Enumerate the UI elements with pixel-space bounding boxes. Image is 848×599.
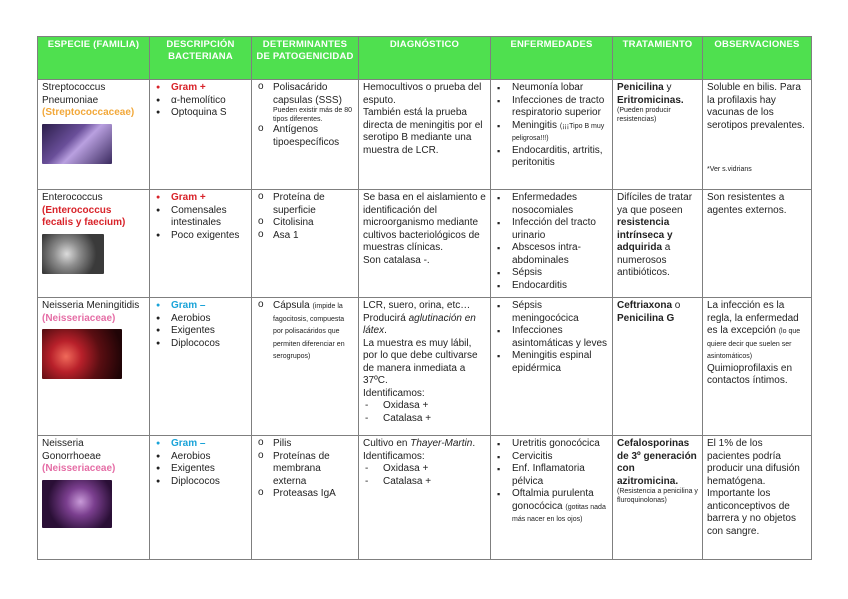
diagnosis-text: Identificamos: <box>363 387 425 399</box>
species-name: Enterococcus <box>42 192 103 203</box>
header-row <box>38 37 812 80</box>
list-item: - Oxidasa + <box>363 463 486 476</box>
determinants-cell <box>252 298 359 436</box>
species-name: Streptococcus Pneumoniae <box>42 82 106 106</box>
observations-cell <box>703 190 812 298</box>
list-item: ▪ Cervicitis <box>495 451 608 464</box>
observations-cell <box>703 436 812 560</box>
diseases-cell <box>491 436 613 560</box>
list-item: ▪ Enf. Inflamatoria pélvica <box>495 463 608 488</box>
gram-label: Gram – <box>171 438 206 449</box>
list-item: ● Diplococos <box>154 338 247 351</box>
note: Pueden existir más de 80 tipos diferentes. <box>273 107 352 123</box>
diagnosis-cell <box>359 80 491 190</box>
list-item: o Antígenos tipoespecíficos <box>256 124 354 149</box>
description-cell <box>150 436 252 560</box>
diseases-cell <box>491 190 613 298</box>
header-descripcion: DESCRIPCIÓN BACTERIANA <box>150 37 252 80</box>
diseases-cell <box>491 80 613 190</box>
list-item: ● Aerobios <box>154 313 247 326</box>
species-cell <box>38 80 150 190</box>
gram-label: Gram – <box>171 300 206 311</box>
header-observaciones: OBSERVACIONES <box>703 37 812 80</box>
list-item: ▪ Meningitis espinal epidérmica <box>495 350 608 375</box>
note: (impide la fagocitosis, compuesta por polisacáridos que permiten diferenciar en serogrupos) <box>273 303 345 360</box>
observations-text: El 1% de los pacientes podría producir una difusión hematógena. Importante los anticonceptivos de barrera y no objetos con sangre. <box>707 438 800 537</box>
list-item: o Proteínas de membrana externa <box>256 451 354 489</box>
bacteria-image <box>42 124 112 164</box>
list-item: ● Optoquina S <box>154 107 247 120</box>
diagnosis-text: LCR, suero, orina, etc… <box>363 300 471 311</box>
list-item: ▪ Infecciones de tracto respiratorio superior <box>495 95 608 120</box>
note: *Ver s.vidrians <box>707 166 752 173</box>
header-especie: ESPECIE (FAMILIA) <box>38 37 150 80</box>
determinants-cell <box>252 436 359 560</box>
observations-text: La infección es la regla, la enfermedad es la excepción <box>707 300 799 336</box>
bacteria-image <box>42 480 112 528</box>
bacteria-image <box>42 234 104 274</box>
list-item: o Proteasas IgA <box>256 488 354 501</box>
list-item: Meningitis <box>512 119 558 131</box>
treatment-cell: Difíciles de tratar ya que poseen resistencia intrínseca y adquirida a numerosos antibióticos. <box>613 190 703 298</box>
description-cell <box>150 190 252 298</box>
species-family: (Enterococcus fecalis y faecium) <box>42 204 126 228</box>
table-row <box>38 298 812 436</box>
diagnosis-text: Hemocultivos o prueba del esputo. <box>363 82 482 106</box>
diagnosis-text: Se basa en el aislamiento e identificación del microorganismo mediante cultivos bacteriológicos de muestras clínicas. <box>363 192 486 253</box>
list-item: ▪ Abscesos intra-abdominales <box>495 242 608 267</box>
list-item: ▪ Neumonía lobar <box>495 82 608 95</box>
list-item: ▪ Sépsis meningocócica <box>495 300 608 325</box>
bacteria-table <box>37 36 812 560</box>
list-item: o Pilis <box>256 438 354 451</box>
table-row <box>38 190 812 298</box>
list-item: ● Aerobios <box>154 451 247 464</box>
species-name: Neisseria Meningitidis <box>42 300 140 311</box>
list-item: ▪ Infecciones asintomáticas y leves <box>495 325 608 350</box>
list-item: ● Poco exigentes <box>154 230 247 243</box>
diagnosis-cell <box>359 190 491 298</box>
species-family: (Streptococcaceae) <box>42 107 135 118</box>
list-item: ▪ Endocarditis <box>495 280 608 293</box>
list-item: ▪ Uretritis gonocócica <box>495 438 608 451</box>
description-cell <box>150 80 252 190</box>
note: (Pueden producir resistencias) <box>617 107 671 123</box>
species-family: (Neisseriaceae) <box>42 463 116 474</box>
species-name: Neisseria Gonorrhoeae <box>42 438 101 462</box>
list-item: Cápsula <box>273 300 310 311</box>
list-item: ▪ Endocarditis, artritis, peritonitis <box>495 145 608 170</box>
observations-cell <box>703 80 812 190</box>
note: (¡¡¡Tipo B muy peligrosa!!!) <box>512 122 605 142</box>
header-tratamiento: TRATAMIENTO <box>613 37 703 80</box>
diagnosis-cell: Cultivo en Thayer-Martin. Identificamos: - Oxidasa + - Catalasa + <box>359 436 491 560</box>
species-family: (Neisseriaceae) <box>42 312 116 324</box>
diagnosis-cell: LCR, suero, orina, etc… Producirá aglutinación en látex. La muestra es muy lábil, por lo que debe cultivarse de manera inmediata a 37ºC. Identificamos: - Oxidasa + - Catalasa + <box>359 298 491 436</box>
list-item: ▪ Sépsis <box>495 267 608 280</box>
list-item: - Oxidasa + <box>363 400 486 413</box>
species-cell <box>38 190 150 298</box>
diagnosis-text: Son catalasa -. <box>363 254 430 266</box>
header-enfermedades: ENFERMEDADES <box>491 37 613 80</box>
diseases-cell <box>491 298 613 436</box>
list-item: ● α-hemolítico <box>154 95 247 108</box>
list-item: - Catalasa + <box>363 413 486 426</box>
diagnosis-text: La muestra es muy lábil, por lo que debe cultivarse de manera inmediata a 37ºC. <box>363 337 478 386</box>
observations-text: Quimioprofilaxis en contactos íntimos. <box>707 362 793 386</box>
list-item: - Catalasa + <box>363 476 486 489</box>
observations-text: Son resistentes a agentes externos. <box>707 192 787 216</box>
list-item: o Asa 1 <box>256 230 354 243</box>
note: (lo que quiere decir que suelen ser asintomáticos) <box>707 328 801 360</box>
table-row <box>38 436 812 560</box>
list-item: o Proteína de superficie <box>256 192 354 217</box>
observations-cell <box>703 298 812 436</box>
species-cell <box>38 298 150 436</box>
gram-label: Gram + <box>171 82 206 93</box>
list-item: Polisacárido capsulas (SSS) <box>273 82 342 106</box>
list-item: ● Exigentes <box>154 325 247 338</box>
description-cell <box>150 298 252 436</box>
note: (gotitas nada más nacer en los ojos) <box>512 503 606 523</box>
list-item: ● Diplococos <box>154 476 247 489</box>
treatment-cell: Penicilina y Eritromicinas. (Pueden producir resistencias) <box>613 80 703 190</box>
list-item: Oftalmia purulenta gonocócica <box>512 488 594 512</box>
note: (Resistencia a penicilina y fluroquinolonas) <box>617 488 698 504</box>
determinants-cell <box>252 190 359 298</box>
species-cell <box>38 436 150 560</box>
bacteria-image <box>42 329 122 379</box>
list-item: ● Exigentes <box>154 463 247 476</box>
table-row <box>38 80 812 190</box>
list-item: ● Comensales intestinales <box>154 205 247 230</box>
treatment-cell: Cefalosporinas de 3º generación con azitromicina. (Resistencia a penicilina y fluroquinolonas) <box>613 436 703 560</box>
observations-text: Soluble en bilis. Para la profilaxis hay vacunas de los serotipos prevalentes. <box>707 82 805 131</box>
treatment-cell: Ceftriaxona o Penicilina G <box>613 298 703 436</box>
diagnosis-text: También está la prueba directa de meningitis por el serotipo B mediante una muestra de LCR. <box>363 107 483 156</box>
determinants-cell <box>252 80 359 190</box>
list-item: ▪ Enfermedades nosocomiales <box>495 192 608 217</box>
header-diagnostico: DIAGNÓSTICO <box>359 37 491 80</box>
list-item: ▪ Infección del tracto urinario <box>495 217 608 242</box>
header-determinantes: DETERMINANTES DE PATOGENICIDAD <box>252 37 359 80</box>
diagnosis-text: Identificamos: <box>363 450 425 462</box>
gram-label: Gram + <box>171 192 206 203</box>
list-item: o Citolisina <box>256 217 354 230</box>
